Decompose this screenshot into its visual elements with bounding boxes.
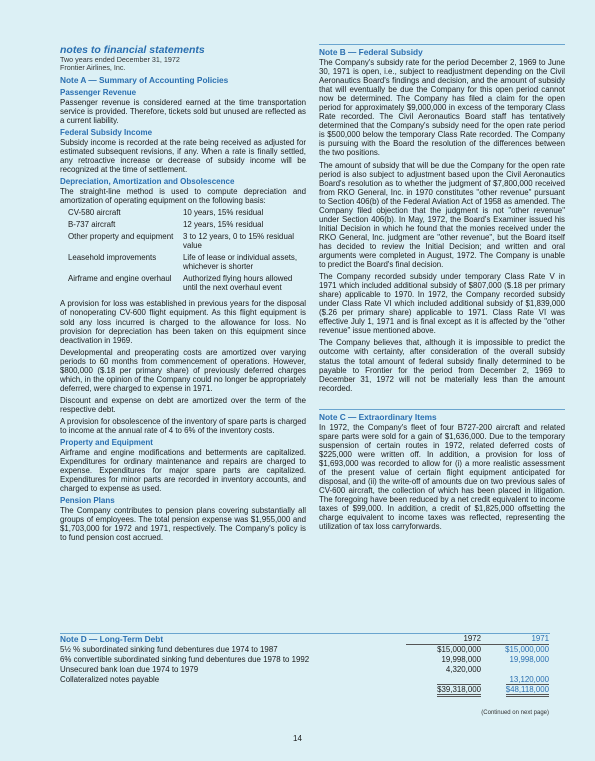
table-row — [68, 208, 308, 220]
debt-label: 6% convertible subordinated sinking fund debentures due 1978 to 1992 — [60, 655, 310, 664]
table-row — [60, 645, 550, 655]
dep-basis: 10 years, 15% residual — [183, 208, 264, 218]
depreciation-text: The straight-line method is used to compute depreciation and amortization of operating equipment on the following basis: — [60, 187, 306, 206]
depreciation-paragraph-5: A provision for obsolescence of the inventory of spare parts is charged to income at the annual rate of 4 to 6% of the inventory costs. — [60, 416, 306, 436]
pension-plans-text: The Company contributes to pension plans covering substantially all groups of employees. The total pension expense was $1,955,000 and $1,703,000 for 1972 and 1971, respectively. The Company's policy is to fund pension cost accrued. — [60, 506, 306, 543]
dep-basis: 12 years, 15% residual — [183, 220, 264, 230]
page-title: notes to financial statements — [60, 44, 205, 56]
note-b-paragraph-3: The Company recorded subsidy under temporary Class Rate V in 1971 which included additional subsidy of $807,000 ($.18 per primary share) applicable to 1970. In 1972, the Company recorded subsidy under Class Rate VI which included additional subsidy of $1,839,000 ($.26 per primary share) applicable to 1971. Class Rate VI was effective July 1, 1971 and is final except as it is affected by the "other revenue" issue mentioned above. — [319, 272, 565, 336]
depreciation-paragraph-3: Developmental and preoperating costs are amortized over varying periods to 60 months from commencement of operations. However, $800,000 ($.18 per primary share) of previously deferred charges which, in the opinion of the Company could no longer be appropriately deferred, were charged to expense in 1971. — [60, 347, 306, 393]
debt-total-1972-cell — [406, 685, 481, 695]
debt-label: Collateralized notes payable — [60, 675, 160, 684]
dep-item: B-737 aircraft — [68, 220, 116, 230]
debt-value-1972: 4,320,000 — [445, 665, 481, 674]
note-b-heading: Note B — Federal Subsidy — [319, 44, 565, 58]
dep-item: Other property and equipment — [68, 232, 174, 242]
page-number: 14 — [293, 734, 302, 743]
left-column — [60, 44, 306, 546]
dep-item: Leasehold improvements — [68, 253, 157, 263]
debt-value-1971: $15,000,000 — [505, 645, 549, 654]
debt-value-1971: 19,998,000 — [509, 655, 549, 664]
subtitle-period: Two years ended December 31, 1972 — [60, 55, 180, 64]
depreciation-paragraph-4: Discount and expense on debt are amortized over the term of the respective debt. — [60, 395, 306, 414]
note-a-heading: Note A — Summary of Accounting Policies — [60, 75, 229, 85]
depreciation-heading: Depreciation, Amortization and Obsolescence — [60, 177, 235, 187]
long-term-debt-table — [60, 633, 550, 695]
note-c-paragraph-1: In 1972, the Company's fleet of four B727-200 aircraft and related spare parts were sold for a gain of $1,636,000. Due to the temporary suspension of certain routes in 1972, related deferred costs of $225,000 were written off. In addition, a provision for loss of $1,693,000 was recorded to allow for (i) a more realistic assessment of the present value of certain flight equipment anticipated for disposal, and (ii) the write-off of amounts due on two previous sales of CV-600 aircraft, the collection of which has been placed in litigation. The foregoing have been reduced by a net credit equivalent to income taxes of $99,000. In addition, a credit of $1,825,000 offsetting the charge equivalent to income taxes was reflected, representing the utilization of tax loss carryforwards. — [319, 422, 565, 532]
pension-plans-heading: Pension Plans — [60, 496, 115, 506]
dep-item: Airframe and engine overhaul — [68, 274, 172, 284]
debt-value-1971 — [481, 665, 549, 675]
table-row — [60, 655, 550, 665]
debt-value-1971: 13,120,000 — [509, 675, 549, 684]
note-d-heading: Note D — Long-Term Debt — [60, 634, 164, 644]
property-equipment-heading: Property and Equipment — [60, 438, 153, 448]
debt-value-1972: $15,000,000 — [437, 645, 481, 654]
property-equipment-text: Airframe and engine modifications and betterments are capitalized. Expenditures for ordinary maintenance and repairs are charged to expense. Expenditures for major spare parts are capitalized. Expenditures for minor parts are recorded in inventory accounts, and charged to expense as used. — [60, 448, 306, 494]
table-row — [68, 274, 308, 295]
note-b-paragraph-2: The amount of subsidy that will be due the Company for the open rate period is also subject to adjustment based upon the Civil Aeronautics Board's resolution as to whether the judgment of $7,800,000 received from RKO General, Inc. in 1970 constitutes "other revenue" pursuant to Section 406(b) of the Federal Aviation Act of 1958 as amended. The Company filed objection that the judgment is not "other revenue" under Section 406(b). In May, 1972, the Board's Examiner issued his Initial Decision in which he found that the monies received under the RKO General, Inc. judgment are "other revenue", but the Board itself has decided to review the Initial Decision; and written and oral arguments were completed in August, 1972. The Company is unable to predict the Board's final decision. — [319, 160, 565, 270]
debt-total-1972: $39,318,000 — [437, 684, 481, 697]
continued-note: (Continued on next page) — [481, 710, 549, 716]
debt-label: 5½ % subordinated sinking fund debentures due 1974 to 1987 — [60, 645, 278, 654]
dep-basis: 3 to 12 years, 0 to 15% residual value — [183, 232, 294, 251]
passenger-revenue-text: Passenger revenue is considered earned at the time transportation service is provided. Therefore, tickets sold but unused are reflected as a current liability. — [60, 98, 306, 126]
note-c-heading: Note C — Extraordinary Items — [319, 409, 565, 423]
debt-header-row — [60, 634, 550, 645]
note-b-paragraph-4: The Company believes that, although it is impossible to predict the outcome with certainty, after consideration of the overall subsidy status the total amount of federal subsidy finally determined to be payable to Frontier for the period from December 2, 1969 to December 31, 1972 will not be materially less than the amount recorded. — [319, 338, 565, 393]
year-1972-header: 1972 — [406, 634, 481, 645]
right-column — [319, 44, 565, 534]
depreciation-paragraph-2: A provision for loss was established in previous years for the disposal of nonoperating CV-600 flight equipment. As this flight equipment is sold any loss incurred is charged to the allowance for loss. No provision for depreciation has been taken on this equipment since deactivation in 1969. — [60, 299, 306, 345]
debt-label: Unsecured bank loan due 1974 to 1979 — [60, 665, 199, 674]
federal-subsidy-income-heading: Federal Subsidy Income — [60, 128, 153, 138]
table-row — [68, 253, 308, 274]
table-row — [68, 220, 308, 232]
dep-basis: Life of lease or individual assets, whichever is shorter — [183, 253, 298, 272]
debt-total-1971-cell — [481, 685, 549, 695]
debt-total-1971: $48,118,000 — [506, 684, 549, 697]
federal-subsidy-income-text: Subsidy income is recorded at the rate being received as adjusted for estimated subsequent revisions, if any. When a rate is finally settled, any retroactive increase or decrease of subsidy income will be recognized at the time of settlement. — [60, 138, 306, 175]
year-1971-header: 1971 — [481, 634, 549, 645]
table-row — [68, 232, 308, 253]
note-b-paragraph-1: The Company's subsidy rate for the period December 2, 1969 to June 30, 1971 is open, i.e., subject to readjustment depending on the Civil Aeronautics Board's findings and decision, and the amount of subsidy that will eventually be due the Company for this open period cannot now be determined. The Company has filed a claim for the open period for approximately $9,000,000 in excess of the temporary Class Rate recorded. The Civil Aeronautics Board staff has tentatively determined that the Company's subsidy need for the open rate period is $500,000 below the temporary Class Rate recorded. The Company is pursuing with the Board the resolution of the differences between the two positions. — [319, 58, 565, 158]
subtitle-company: Frontier Airlines, Inc. — [60, 63, 126, 72]
dep-item: CV-580 aircraft — [68, 208, 121, 218]
dep-basis: Authorized flying hours allowed until the next overhaul event — [183, 274, 293, 293]
depreciation-table — [68, 208, 308, 295]
debt-value-1972: 19,998,000 — [441, 655, 481, 664]
debt-total-row — [60, 685, 550, 695]
passenger-revenue-heading: Passenger Revenue — [60, 88, 137, 97]
table-row — [60, 665, 550, 675]
debt-total-spacer — [60, 685, 406, 695]
